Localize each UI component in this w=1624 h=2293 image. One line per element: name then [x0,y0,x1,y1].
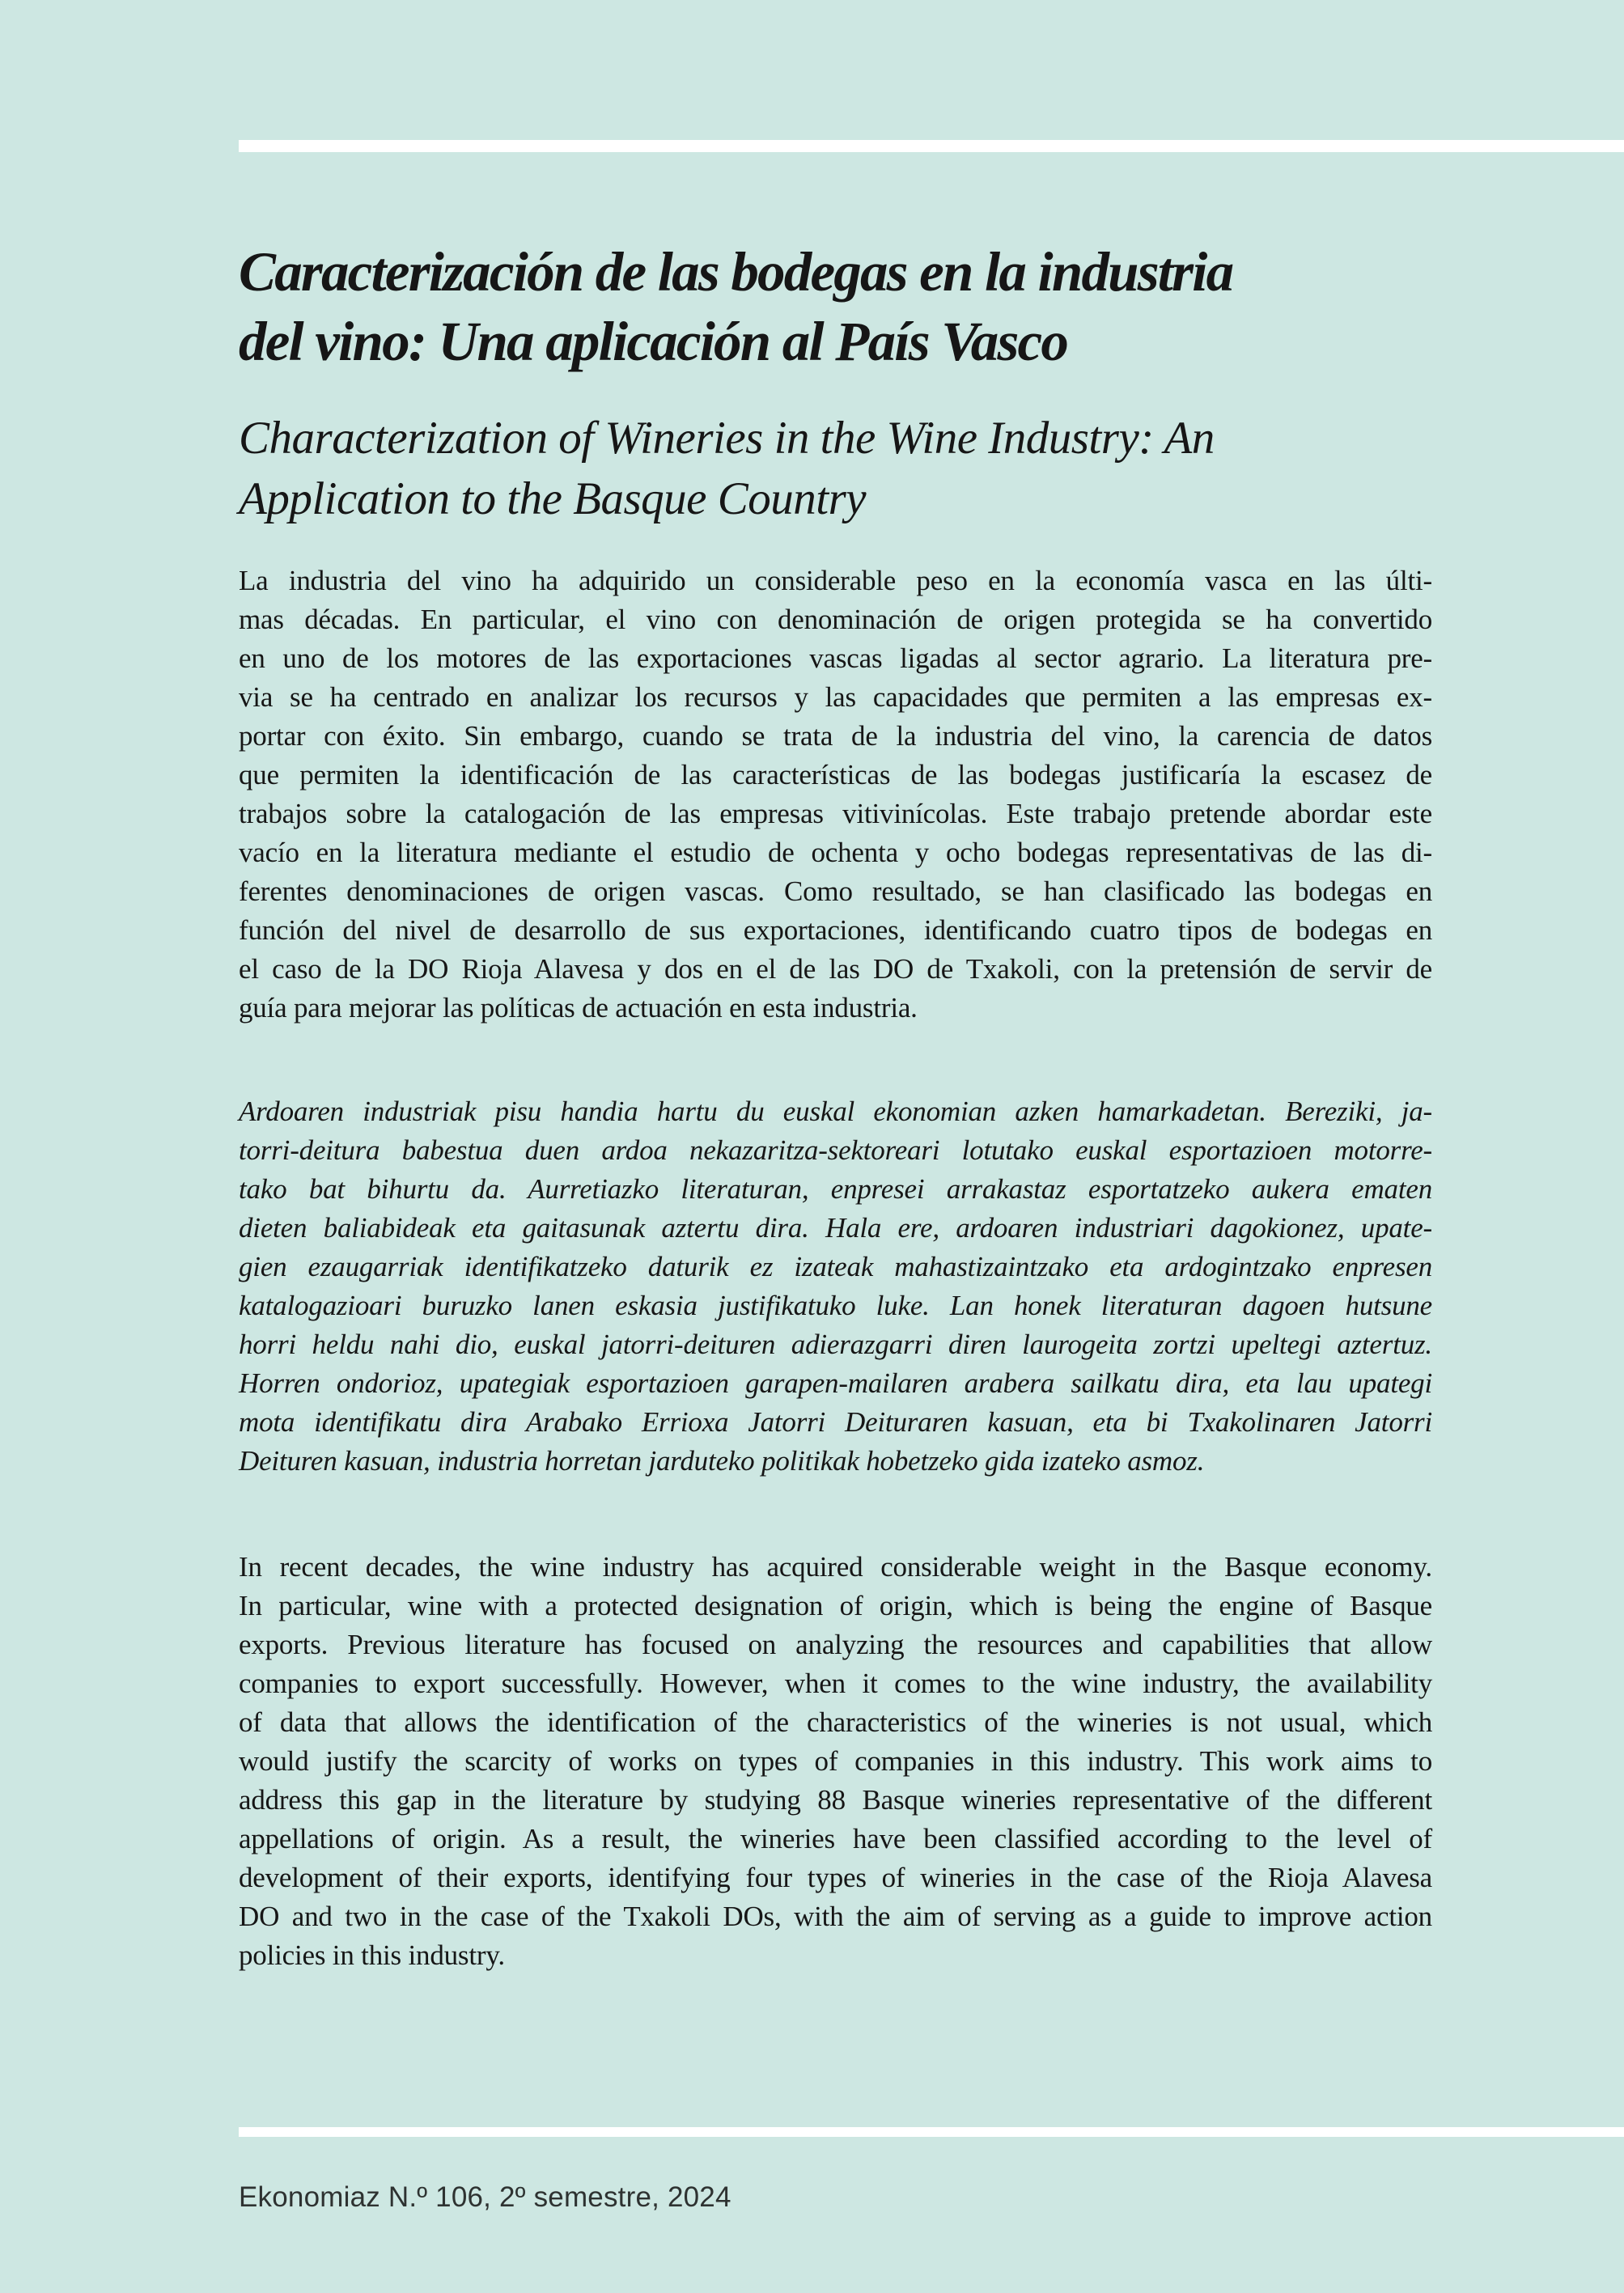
text-line: policies in this industry. [239,1939,505,1971]
abstract-spanish [239,562,1432,1028]
text-line: tako bat bihurtu da. Aurretiazko literaturan, enpresei arrakastaz esportatzeko aukera ematen [239,1173,1432,1205]
text-line: address this gap in the literature by studying 88 Basque wineries representative of the different [239,1784,1432,1816]
text-line: torri-deitura babestua duen ardoa nekazaritza-sektoreari lotutako euskal esportazioen motorre- [239,1134,1432,1166]
text-line: Application to the Basque Country [239,473,867,525]
article-title-spanish [239,237,1469,376]
text-line: development of their exports, identifying four types of wineries in the case of the Rioja Alavesa [239,1862,1432,1893]
top-divider-rule [239,140,1624,152]
footer-divider-rule [239,2127,1624,2137]
text-line: función del nivel de desarrollo de sus exportaciones, identificando cuatro tipos de bodegas en [239,914,1432,946]
text-line: guía para mejorar las políticas de actuación en esta industria. [239,992,918,1024]
text-line: portar con éxito. Sin embargo, cuando se trata de la industria del vino, la carencia de datos [239,720,1432,752]
abstract-basque [239,1092,1432,1481]
text-line: ferentes denominaciones de origen vascas. Como resultado, se han clasificado las bodegas en [239,875,1432,907]
text-line: gien ezaugarriak identifikatzeko daturik ez izateak mahastizaintzako eta ardogintzako enpresen [239,1251,1432,1282]
text-line: La industria del vino ha adquirido un considerable peso en la economía vasca en las últi- [239,565,1432,596]
text-line: dieten baliabideak eta gaitasunak aztertu dira. Hala ere, ardoaren industriari dagokionez, upate- [239,1212,1432,1244]
text-line: In recent decades, the wine industry has acquired considerable weight in the Basque economy. [239,1551,1432,1583]
text-line: would justify the scarcity of works on types of companies in this industry. This work aims to [239,1745,1432,1777]
text-line: companies to export successfully. However, when it comes to the wine industry, the availability [239,1668,1432,1699]
text-line: appellations of origin. As a result, the wineries have been classified according to the level of [239,1823,1432,1854]
text-line: DO and two in the case of the Txakoli DOs, with the aim of serving as a guide to improve action [239,1901,1432,1932]
text-line: Deituren kasuan, industria horretan jarduteko politikak hobetzeko gida izateko asmoz. [239,1445,1205,1477]
text-line: vacío en la literatura mediante el estudio de ochenta y ocho bodegas representativas de las di- [239,837,1432,868]
text-line: via se ha centrado en analizar los recursos y las capacidades que permiten a las empresas ex- [239,681,1432,713]
text-line: Ardoaren industriak pisu handia hartu du euskal ekonomian azken hamarkadetan. Bereziki, ja- [239,1096,1432,1127]
text-line: horri heldu nahi dio, euskal jatorri-deituren adierazgarri diren laurogeita zortzi upeltegi aztertuz. [239,1329,1432,1360]
text-line: exports. Previous literature has focused on analyzing the resources and capabilities that allow [239,1629,1432,1660]
text-line: mas décadas. En particular, el vino con denominación de origen protegida se ha convertido [239,604,1432,635]
text-line: en uno de los motores de las exportaciones vascas ligadas al sector agrario. La literatura pre- [239,642,1432,674]
text-line: katalogazioari buruzko lanen eskasia justifikatuko luke. Lan honek literaturan dagoen hutsune [239,1290,1432,1321]
text-line: In particular, wine with a protected designation of origin, which is being the engine of Basque [239,1590,1432,1621]
text-line: of data that allows the identification of the characteristics of the wineries is not usual, which [239,1706,1432,1738]
text-line: mota identifikatu dira Arabako Errioxa Jatorri Deituraren kasuan, eta bi Txakolinaren Jatorri [239,1406,1432,1438]
article-title-english [239,408,1469,529]
abstract-english [239,1548,1432,1975]
text-line: del vino: Una aplicación al País Vasco [239,311,1068,373]
text-line: Characterization of Wineries in the Wine Industry: An [239,413,1215,464]
text-line: Caracterización de las bodegas en la industria [239,241,1233,303]
journal-issue-footer: Ekonomiaz N.º 106, 2º semestre, 2024 [239,2181,731,2213]
text-line: el caso de la DO Rioja Alavesa y dos en el de las DO de Txakoli, con la pretensión de servir de [239,953,1432,985]
text-line: que permiten la identificación de las características de las bodegas justificaría la escasez de [239,759,1432,790]
text-line: trabajos sobre la catalogación de las empresas vitivinícolas. Este trabajo pretende abordar este [239,798,1432,829]
text-line: Horren ondorioz, upategiak esportazioen garapen-mailaren arabera sailkatu dira, eta lau upategi [239,1367,1432,1399]
